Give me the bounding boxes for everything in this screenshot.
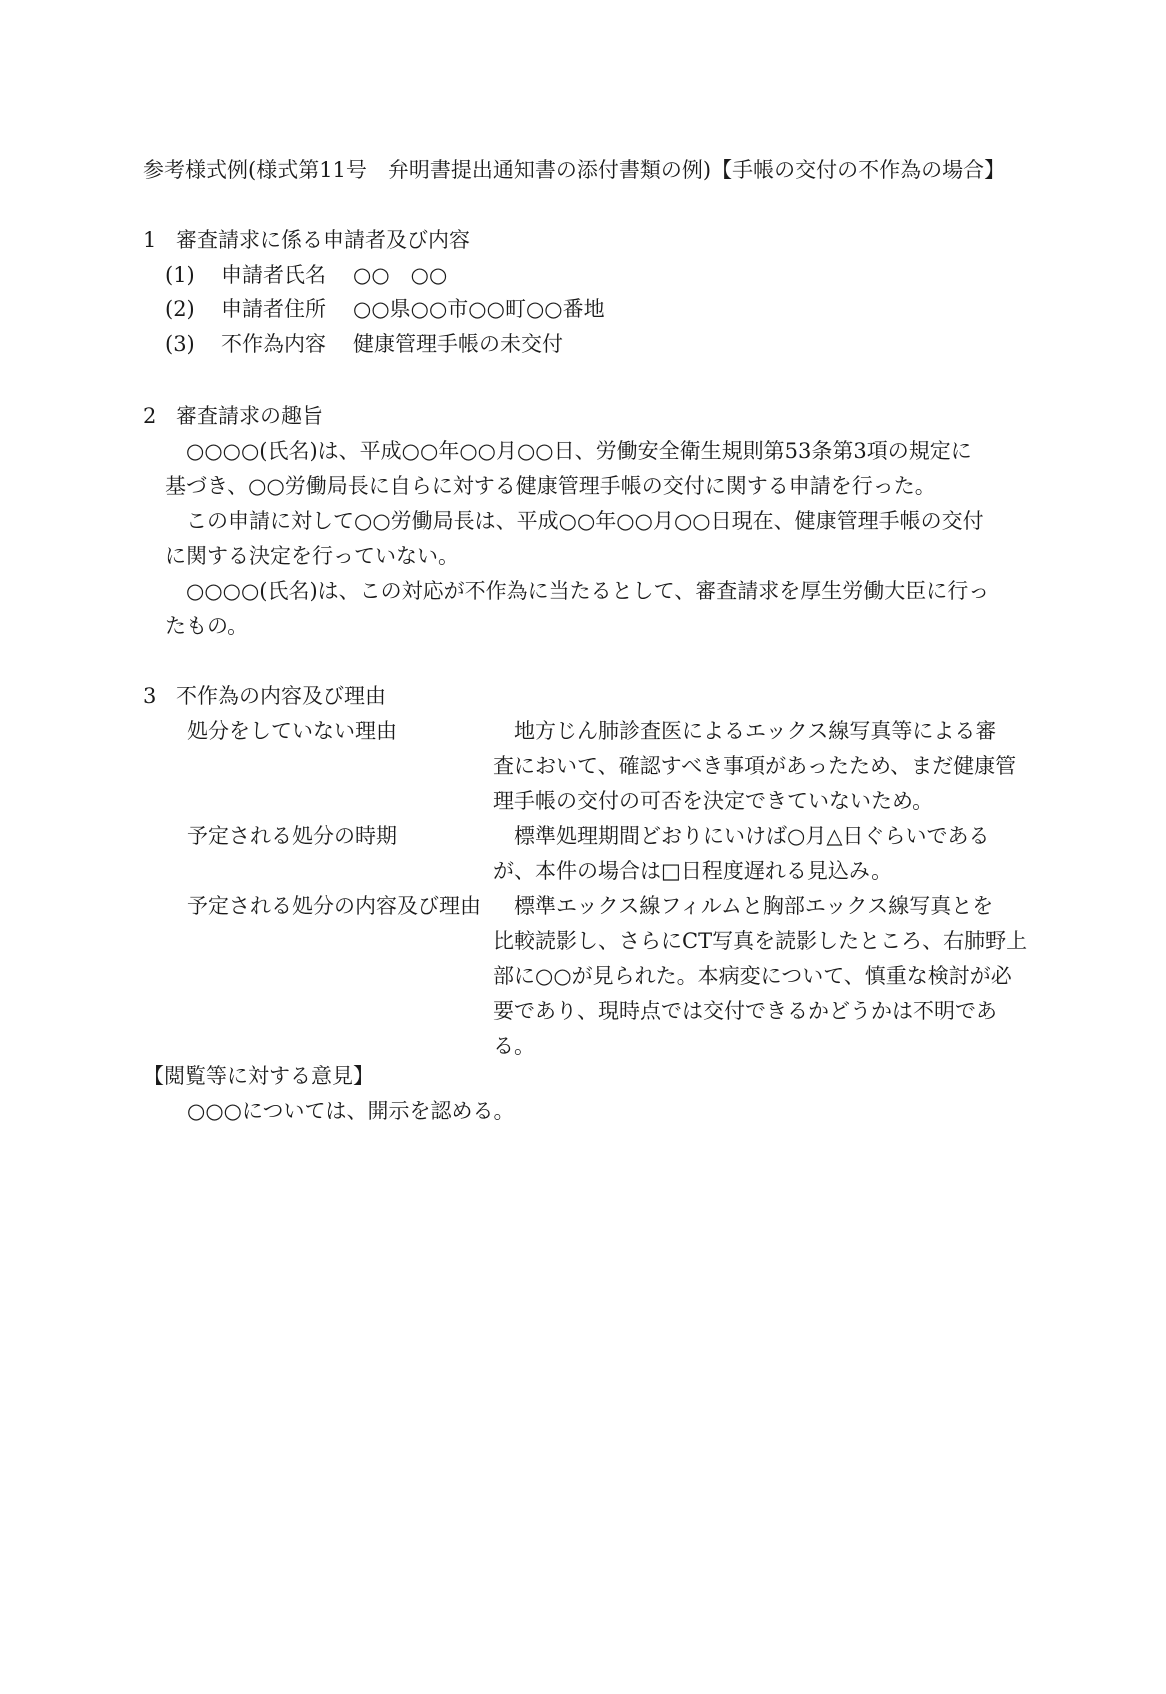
purpose-line: 基づき、○○労働局長に自らに対する健康管理手帳の交付に関する申請を行った。: [165, 474, 936, 498]
purpose-line: ○○○○(氏名)は、平成○○年○○月○○日、労働安全衛生規則第53条第3項の規定に: [165, 439, 972, 463]
section-2-heading: [143, 402, 323, 430]
opinion-heading: 【閲覧等に対する意見】: [143, 1064, 374, 1088]
item-label: 不作為内容: [221, 332, 326, 356]
item-number: (3): [165, 332, 195, 356]
timing-row-label: 予定される処分の時期: [187, 824, 397, 848]
section-number: 3: [143, 684, 157, 708]
item-label: 申請者氏名: [221, 263, 326, 287]
section-title: 不作為の内容及び理由: [176, 684, 386, 708]
applicant-name-item: [165, 261, 447, 289]
document-title: 参考様式例(様式第11号 弁明書提出通知書の添付書類の例)【手帳の交付の不作為の場合】: [143, 158, 1006, 182]
purpose-line: に関する決定を行っていない。: [165, 544, 459, 568]
timing-row-text: が、本件の場合は□日程度遅れる見込み。: [493, 859, 893, 883]
item-value: ○○ ○○: [353, 263, 448, 287]
item-number: (1): [165, 263, 195, 287]
reason-row-text: 理手帳の交付の可否を決定できていないため。: [493, 789, 934, 813]
reason-row-label: 処分をしていない理由: [187, 719, 397, 743]
content-row-text: る。: [493, 1034, 535, 1058]
item-value: 健康管理手帳の未交付: [353, 332, 563, 356]
omission-content-item: [165, 330, 563, 358]
section-number: 1: [143, 228, 157, 252]
section-title: 審査請求に係る申請者及び内容: [176, 228, 470, 252]
content-row-text: 標準エックス線フィルムと胸部エックス線写真とを: [493, 894, 994, 918]
timing-row-text: 標準処理期間どおりにいけば○月△日ぐらいである: [493, 824, 990, 848]
section-number: 2: [143, 404, 157, 428]
content-row-text: 比較読影し、さらにCT写真を読影したところ、右肺野上: [493, 929, 1028, 953]
item-number: (2): [165, 297, 195, 321]
content-row-label: 予定される処分の内容及び理由: [187, 894, 481, 918]
content-row-text: 部に○○が見られた。本病変について、慎重な検討が必: [493, 964, 1012, 988]
content-row-text: 要であり、現時点では交付できるかどうかは不明であ: [493, 999, 997, 1023]
reason-row-text: 査において、確認すべき事項があったため、まだ健康管: [493, 754, 1017, 778]
section-3-heading: [143, 682, 386, 710]
opinion-text: ○○○については、開示を認める。: [187, 1099, 515, 1123]
item-label: 申請者住所: [221, 297, 326, 321]
item-value: ○○県○○市○○町○○番地: [353, 297, 605, 321]
purpose-line: ○○○○(氏名)は、この対応が不作為に当たるとして、審査請求を厚生労働大臣に行っ: [165, 579, 990, 603]
section-title: 審査請求の趣旨: [176, 404, 323, 428]
section-1-heading: [143, 226, 470, 254]
purpose-line: たもの。: [165, 614, 249, 638]
reason-row-text: 地方じん肺診査医によるエックス線写真等による審: [493, 719, 997, 743]
purpose-line: この申請に対して○○労働局長は、平成○○年○○月○○日現在、健康管理手帳の交付: [165, 509, 984, 533]
applicant-address-item: [165, 295, 605, 323]
